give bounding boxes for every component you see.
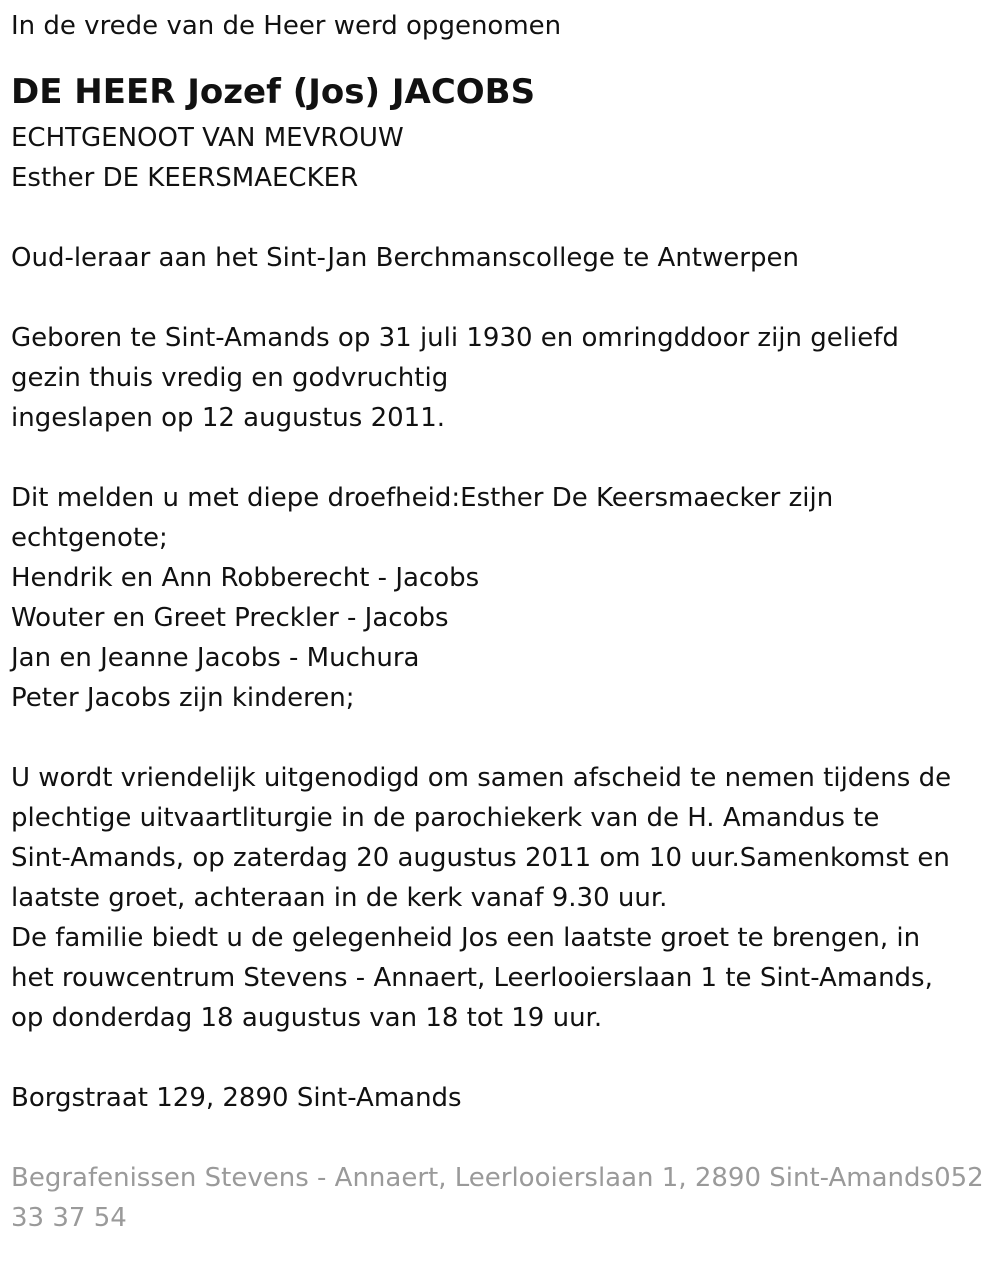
birth-paragraph bbox=[11, 318, 991, 438]
ceremony-line: laatste groet, achteraan in de kerk vanaf 9.30 uur. bbox=[11, 883, 668, 913]
ceremony-line: De familie biedt u de gelegenheid Jos een laatste groet te brengen, in bbox=[11, 923, 921, 953]
family-line: Wouter en Greet Preckler - Jacobs bbox=[11, 603, 449, 633]
occupation-text: Oud-leraar aan het Sint-Jan Berchmanscollege te Antwerpen bbox=[11, 243, 799, 273]
family-line: Jan en Jeanne Jacobs - Muchura bbox=[11, 643, 420, 673]
family-line: Dit melden u met diepe droefheid:Esther De Keersmaecker zijn bbox=[11, 483, 834, 513]
funeral-home-line: Begrafenissen Stevens - Annaert, Leerlooierslaan 1, 2890 Sint-Amands052 bbox=[11, 1163, 984, 1193]
ceremony-line: het rouwcentrum Stevens - Annaert, Leerlooierslaan 1 te Sint-Amands, bbox=[11, 963, 933, 993]
family-paragraph bbox=[11, 478, 991, 718]
birth-line: ingeslapen op 12 augustus 2011. bbox=[11, 403, 446, 433]
funeral-home-footer bbox=[11, 1158, 991, 1238]
ceremony-line: plechtige uitvaartliturgie in de parochiekerk van de H. Amandus te bbox=[11, 803, 880, 833]
deceased-name: DE HEER Jozef (Jos) JACOBS bbox=[11, 72, 536, 112]
ceremony-line: op donderdag 18 augustus van 18 tot 19 uur. bbox=[11, 1003, 603, 1033]
spouse-line-1: ECHTGENOOT VAN MEVROUW bbox=[11, 123, 404, 153]
home-address: Borgstraat 129, 2890 Sint-Amands bbox=[11, 1083, 462, 1113]
family-line: echtgenote; bbox=[11, 523, 168, 553]
birth-line: Geboren te Sint-Amands op 31 juli 1930 en omringddoor zijn geliefd bbox=[11, 323, 899, 353]
spouse-line-2: Esther DE KEERSMAECKER bbox=[11, 163, 359, 193]
birth-line: gezin thuis vredig en godvruchtig bbox=[11, 363, 449, 393]
ceremony-paragraph bbox=[11, 758, 991, 1038]
death-notice bbox=[11, 6, 991, 1238]
ceremony-line: U wordt vriendelijk uitgenodigd om samen afscheid te nemen tijdens de bbox=[11, 763, 952, 793]
ceremony-line: Sint-Amands, op zaterdag 20 augustus 2011 om 10 uur.Samenkomst en bbox=[11, 843, 950, 873]
family-line: Hendrik en Ann Robberecht - Jacobs bbox=[11, 563, 480, 593]
intro-text: In de vrede van de Heer werd opgenomen bbox=[11, 11, 562, 41]
family-line: Peter Jacobs zijn kinderen; bbox=[11, 683, 355, 713]
funeral-home-line: 33 37 54 bbox=[11, 1203, 127, 1233]
